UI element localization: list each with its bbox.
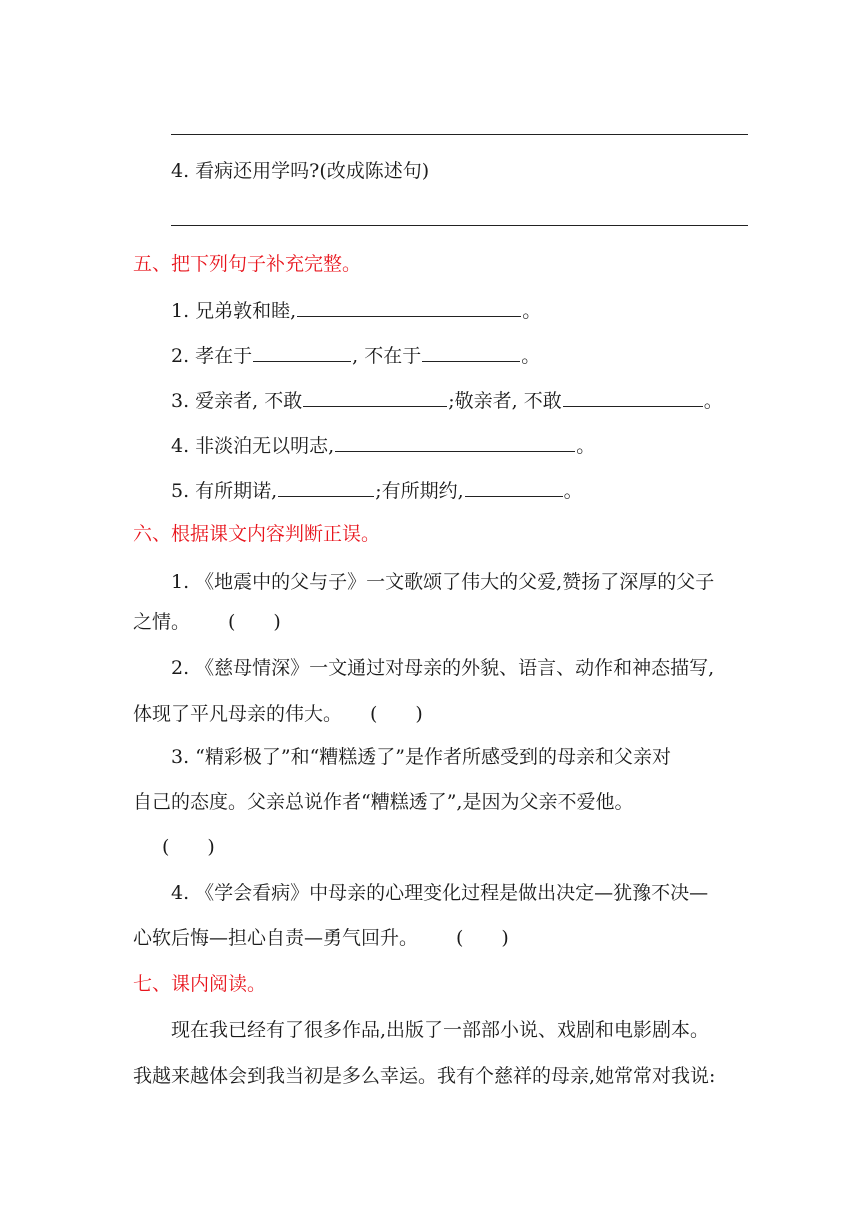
fill-item-5 <box>171 478 583 503</box>
judge-item-1-line2 <box>133 610 281 634</box>
question-item-4: 4. 看病还用学吗?(改成陈述句) <box>171 160 430 182</box>
judge-item-1-line1: 1. 《地震中的父与子》一文歌颂了伟大的父爱,赞扬了深厚的父子 <box>171 571 715 593</box>
answer-paren[interactable]: ( ) <box>456 927 509 949</box>
judge-item-2-line1: 2. 《慈母情深》一文通过对母亲的外貌、语言、动作和神态描写, <box>171 657 715 679</box>
fill-text: 1. 兄弟敦和睦, <box>171 300 297 322</box>
judge-item-3-line1: 3. “精彩极了”和“糟糕透了”是作者所感受到的母亲和父亲对 <box>171 746 672 768</box>
section-heading-7: 七、课内阅读。 <box>133 973 267 995</box>
answer-paren[interactable]: ( ) <box>370 703 423 725</box>
answer-paren[interactable]: ( ) <box>162 836 215 858</box>
passage-line-1: 现在我已经有了很多作品,出版了一部部小说、戏剧和电影剧本。 <box>171 1019 710 1041</box>
fill-text: 2. 孝在于 <box>171 345 253 367</box>
answer-line[interactable] <box>171 134 748 135</box>
fill-blank[interactable] <box>563 388 703 407</box>
fill-blank[interactable] <box>278 478 374 497</box>
fill-text: 。 <box>703 390 723 412</box>
fill-text: 。 <box>563 480 583 502</box>
fill-text: 4. 非淡泊无以明志, <box>171 435 335 457</box>
fill-blank[interactable] <box>253 343 351 362</box>
fill-blank[interactable] <box>465 478 563 497</box>
fill-text: 3. 爱亲者, 不敢 <box>171 390 303 412</box>
fill-item-2 <box>171 343 540 368</box>
answer-line[interactable] <box>171 225 748 226</box>
fill-blank[interactable] <box>303 388 447 407</box>
fill-item-1 <box>171 298 541 323</box>
fill-blank[interactable] <box>422 343 520 362</box>
judge-item-3-line2: 自己的态度。父亲总说作者“糟糕透了”,是因为父亲不爱他。 <box>133 791 634 813</box>
judge-text: 之情。 <box>133 611 191 633</box>
fill-text: 。 <box>522 300 542 322</box>
fill-blank[interactable] <box>297 298 521 317</box>
passage-line-2: 我越来越体会到我当初是多么幸运。我有个慈祥的母亲,她常常对我说: <box>133 1065 716 1087</box>
fill-text: ;有所期约, <box>375 480 464 502</box>
answer-paren[interactable]: ( ) <box>228 611 281 633</box>
fill-text: , 不在于 <box>352 345 422 367</box>
fill-item-3 <box>171 388 723 413</box>
judge-item-4-line2 <box>133 926 509 950</box>
fill-blank[interactable] <box>335 433 575 452</box>
judge-text: 心软后悔—担心自责—勇气回升。 <box>133 927 419 949</box>
fill-item-4 <box>171 433 595 458</box>
fill-text: 。 <box>521 345 541 367</box>
judge-item-4-line1: 4. 《学会看病》中母亲的心理变化过程是做出决定—犹豫不决— <box>171 882 709 904</box>
section-heading-5: 五、把下列句子补充完整。 <box>133 253 362 275</box>
section-heading-6: 六、根据课文内容判断正误。 <box>133 523 381 545</box>
judge-item-2-line2 <box>133 702 423 726</box>
fill-text: 。 <box>576 435 596 457</box>
judge-text: 体现了平凡母亲的伟大。 <box>133 703 343 725</box>
fill-text: ;敬亲者, 不敢 <box>448 390 562 412</box>
fill-text: 5. 有所期诺, <box>171 480 278 502</box>
